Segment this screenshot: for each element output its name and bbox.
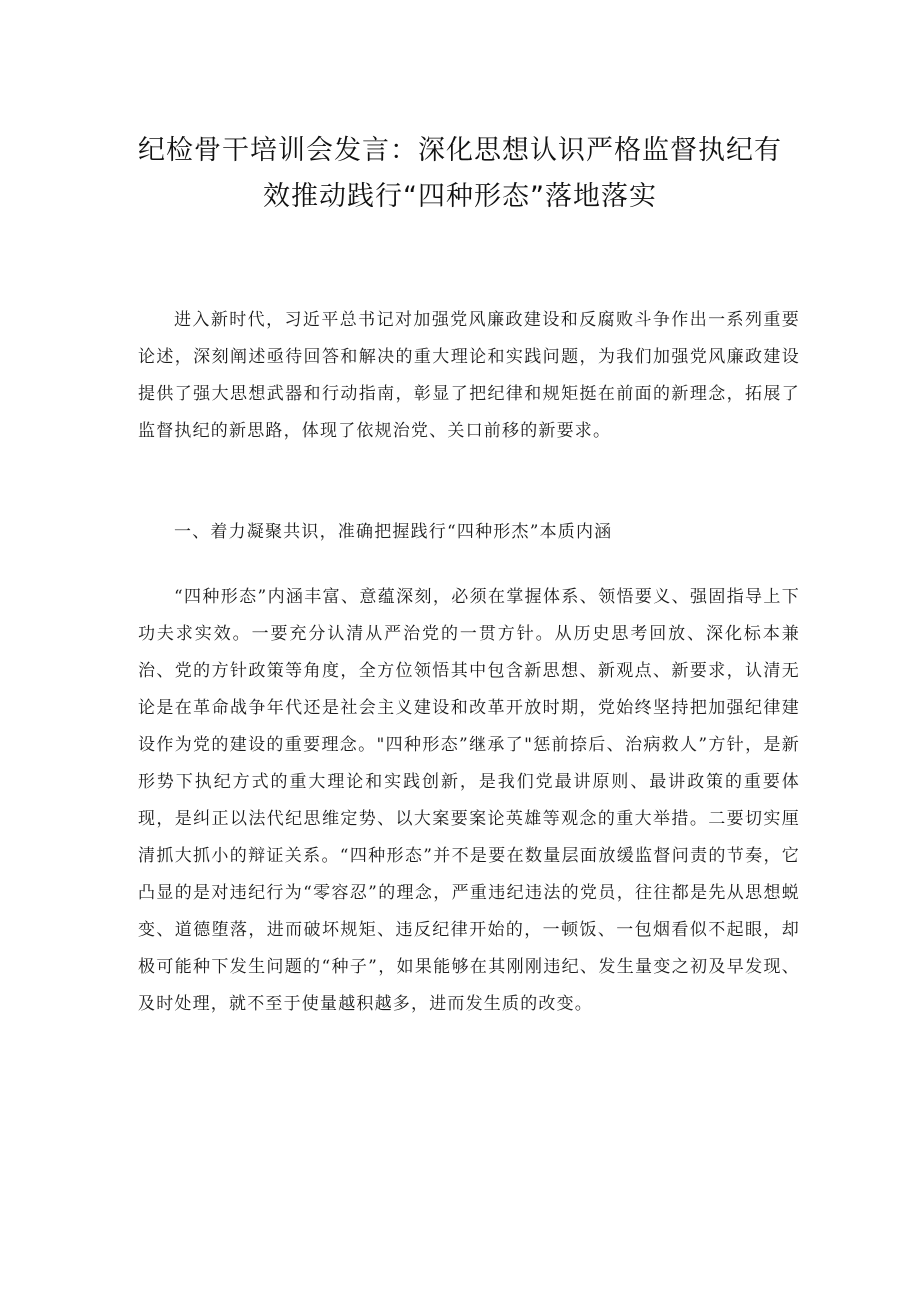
title-line-2: 效推动践行“四种形态”落地落实 xyxy=(263,181,657,213)
section-1-paragraph: “四种形态”内涵丰富、意蕴深刻，必须在掌握体系、领悟要义、强固指导上下功夫求实效。一要充分认清从严治党的一贯方针。从历史思考回放、深化标本兼治、党的方针政策等角度，全方位领悟其中包含新思想、新观点、新要求，认清无论是在革命战争年代还是社会主义建设和改革开放时期，党始终坚持把加强纪律建设作为党的建设的重要理念。"四种形态”继承了"惩前捺后、治病救人”方针，是新形势下执纪方式的重大理论和实践创新，是我们党最讲原则、最讲政策的重要体现，是纠正以法代纪思维定势、以大案要案论英雄等观念的重大举措。二要切实厘清抓大抓小的辩证关系。“四种形态”并不是要在数量层面放缓监督问责的节奏，它凸显的是对违纪行为“零容忍”的理念，严重违纪违法的党员，往往都是先从思想蜕变、道德堕落，进而破坏规矩、违反纪律开始的，一顿饭、一包烟看似不起眼，却极可能种下发生问题的“种子”，如果能够在其刚刚违纪、发生量变之初及早发现、及时处理，就不至于使量越积越多，进而发生质的改变。 xyxy=(138,587,800,1014)
section-heading-1: 一、着力凝聚共识，准确把握践行“四种形杰”本质内涵 xyxy=(174,522,613,542)
title-line-1: 纪检骨干培训会发言：深化思想认识严格监督执纪有 xyxy=(138,135,782,167)
intro-paragraph: 进入新时代，习近平总书记对加强党风廉政建设和反腐败斗争作出一系列重要论述，深刻阐述亟待回答和解决的重大理论和实践问题，为我们加强党风廉政建设提供了强大思想武器和行动指南，彰显了把纪律和规矩挺在前面的新理念，拓展了监督执纪的新思路，体现了依规治党、关口前移的新要求。 xyxy=(138,310,800,441)
document-title xyxy=(120,128,800,220)
